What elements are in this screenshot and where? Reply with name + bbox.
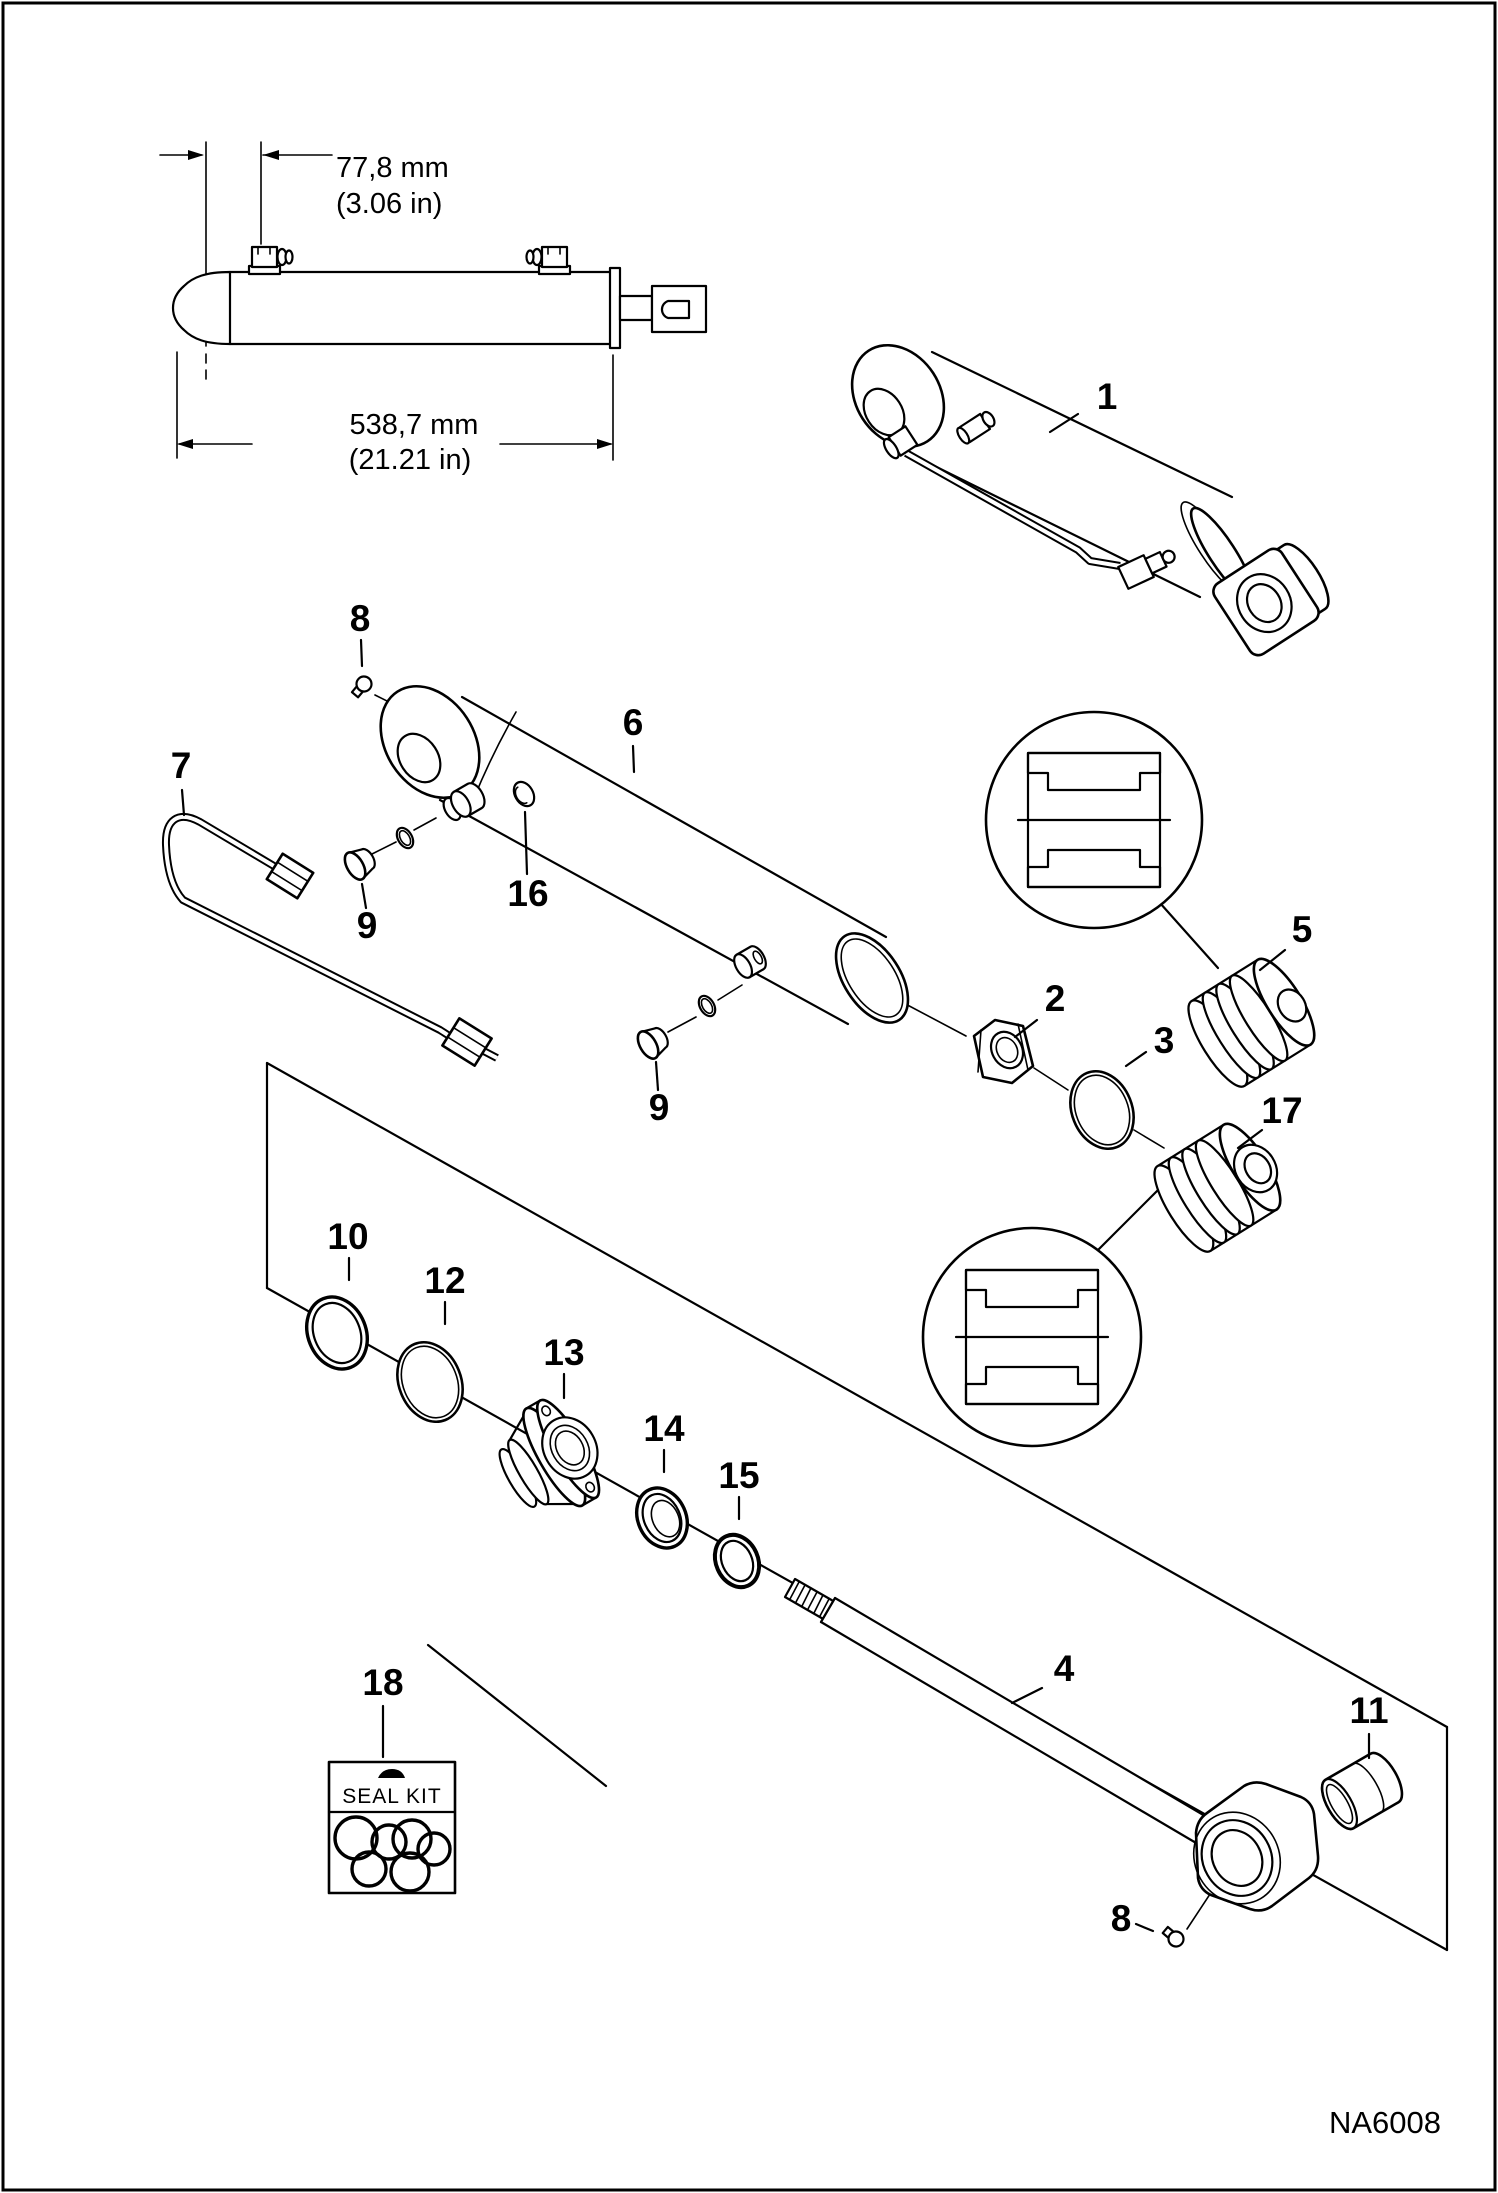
- detail-circle-top: [986, 712, 1218, 968]
- part-callout-15: 15: [718, 1455, 760, 1496]
- plug-part9-left-drawing: [341, 843, 380, 883]
- part-callout-12: 12: [424, 1260, 466, 1301]
- tube-part7-drawing: [166, 817, 497, 1066]
- oring-part12-drawing: [386, 1332, 474, 1431]
- seal-kit-drawing: [329, 1762, 455, 1893]
- bushing-part11-drawing: [1315, 1748, 1409, 1834]
- part-callout-6: 6: [622, 702, 644, 743]
- part-callout-11: 11: [1349, 1690, 1389, 1731]
- part-callout-8-top: 8: [349, 598, 371, 639]
- part-callout-4: 4: [1053, 1648, 1075, 1689]
- seal-part14-drawing: [627, 1480, 696, 1556]
- dimension-length-in: (21.21 in): [348, 444, 472, 476]
- figure-code: NA6008: [1328, 2105, 1442, 2140]
- dimension-width-mm: 77,8 mm: [336, 152, 449, 184]
- part-callout-14: 14: [643, 1408, 685, 1449]
- grease-fitting-top-drawing: [349, 673, 374, 699]
- ring-part15-drawing: [707, 1528, 767, 1594]
- seal-kit-title: SEAL KIT: [342, 1785, 442, 1808]
- grease-fitting-bottom-drawing: [1160, 1924, 1186, 1949]
- oring-small-left-drawing: [393, 825, 416, 851]
- oring-small-bottom-drawing: [695, 993, 718, 1019]
- dimension-width-in: (3.06 in): [336, 188, 443, 220]
- part-callout-8-bottom: 8: [1110, 1898, 1132, 1939]
- part-callout-5: 5: [1291, 909, 1313, 950]
- barrel-bottom-port: [731, 943, 770, 981]
- part-callout-3: 3: [1153, 1020, 1175, 1061]
- part-callout-7: 7: [170, 745, 192, 786]
- part-callout-17: 17: [1261, 1090, 1303, 1131]
- ring-part10-drawing: [296, 1288, 377, 1378]
- plug-part9-bottom-drawing: [634, 1022, 673, 1062]
- dimension-length-mm: 538,7 mm: [349, 409, 479, 441]
- head-port-fitting: [955, 409, 998, 445]
- piston-part17-drawing: [1145, 1112, 1297, 1259]
- part-callout-13: 13: [543, 1332, 585, 1373]
- gland-part13-drawing: [482, 1387, 620, 1531]
- assembled-cylinder-drawing: [833, 328, 1339, 659]
- part-callout-9-bottom: 9: [648, 1087, 670, 1128]
- part-callout-16: 16: [507, 873, 549, 914]
- piston-part5-drawing: [1179, 950, 1326, 1094]
- clip-part16-drawing: [510, 778, 539, 810]
- grease-fitting-2d-left: [249, 247, 293, 274]
- part-callout-1: 1: [1096, 376, 1118, 417]
- part-callout-2: 2: [1044, 978, 1066, 1019]
- grease-fitting-2d-right: [527, 247, 571, 274]
- detail-circle-bottom: [923, 1190, 1158, 1446]
- rod-part4-drawing: [785, 1579, 1318, 1920]
- part-callout-10: 10: [327, 1216, 369, 1257]
- oring-part3-drawing: [1059, 1062, 1145, 1159]
- part-callout-18: 18: [362, 1662, 404, 1703]
- part-callout-9-left: 9: [356, 905, 378, 946]
